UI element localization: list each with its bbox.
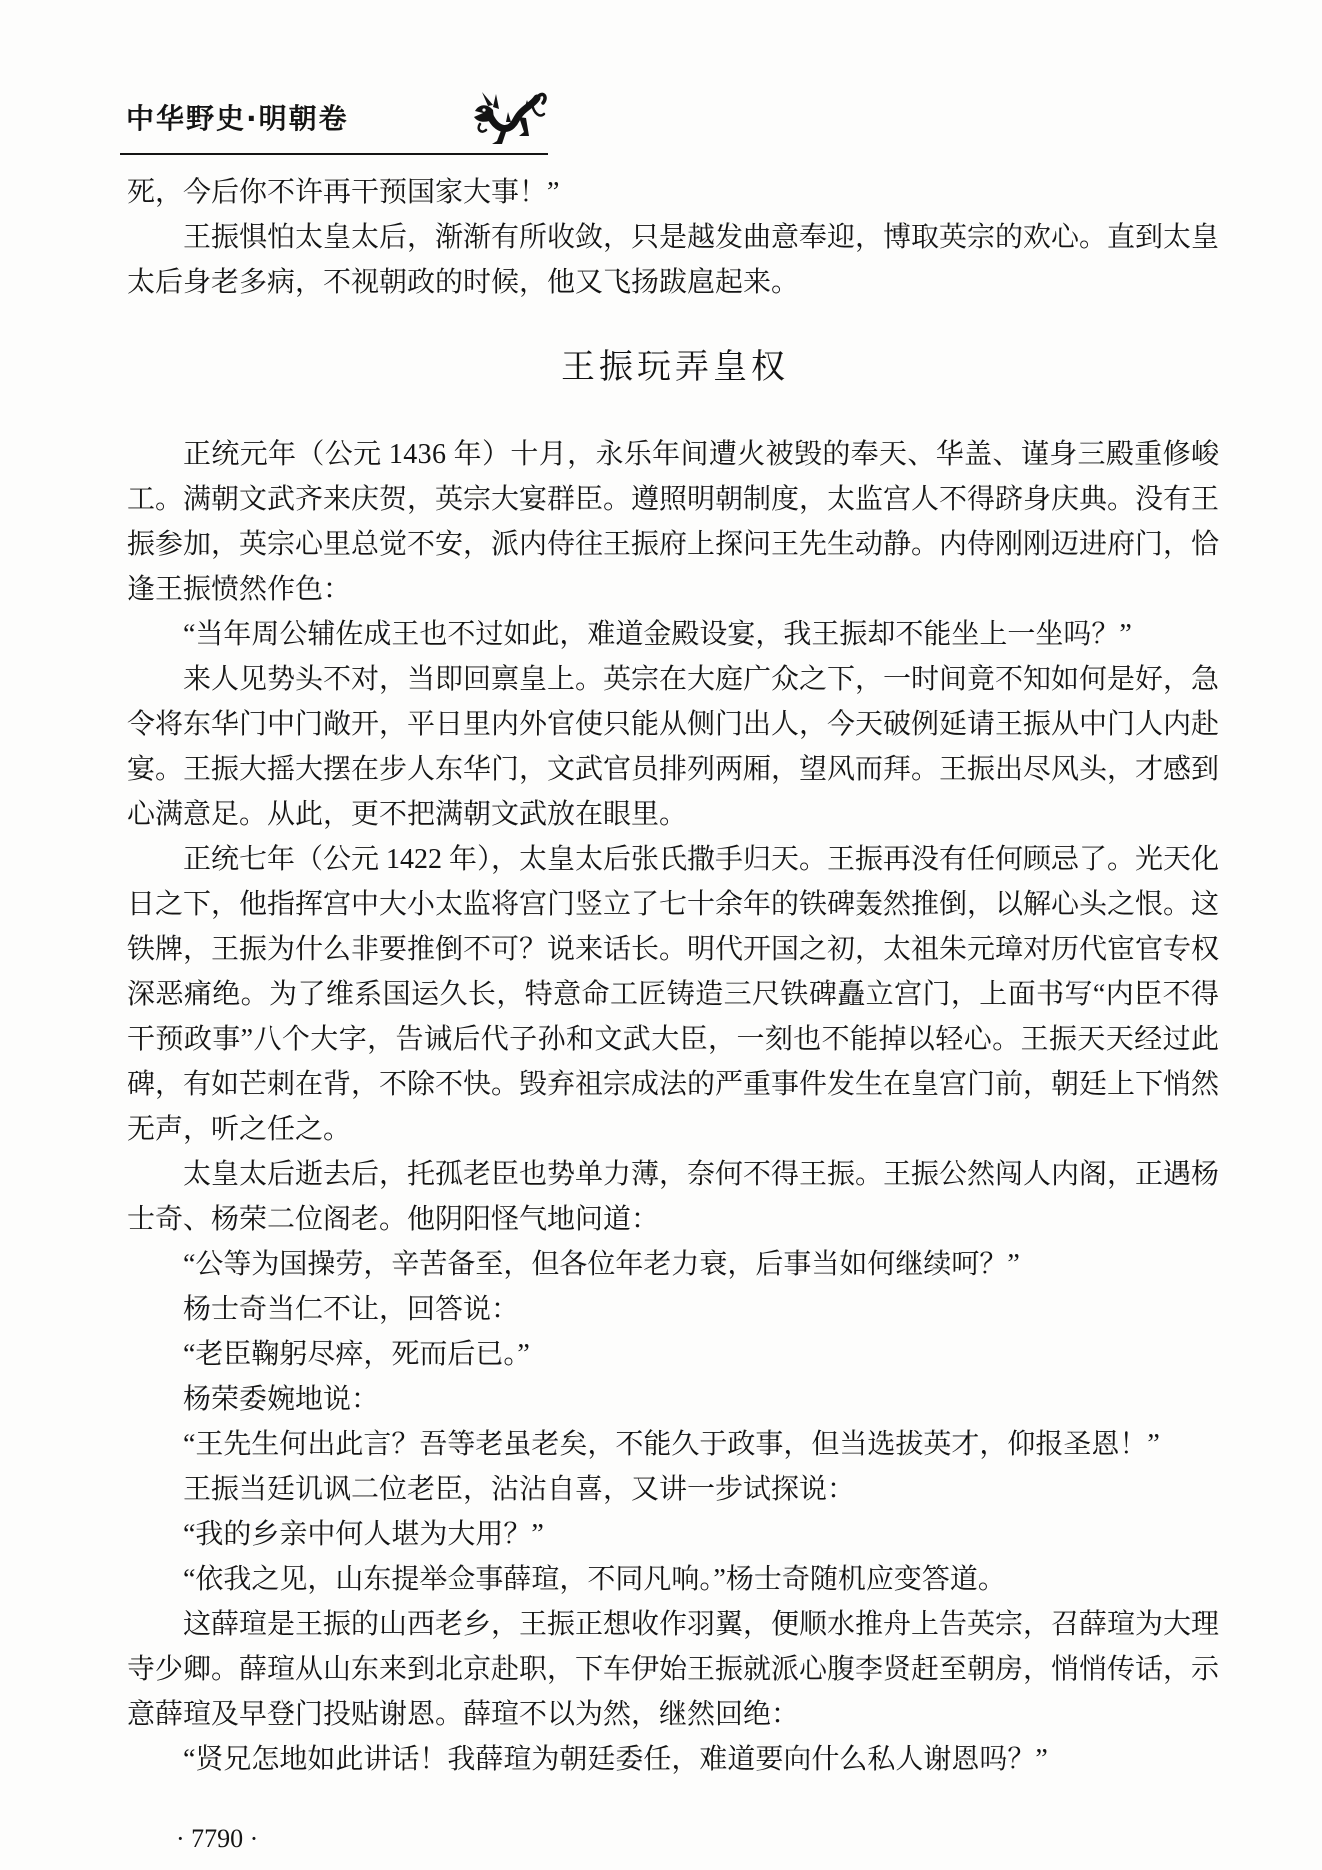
text-line: “依我之见，山东提举佥事薛瑄，不同凡响。”杨士奇随机应变答道。 bbox=[183, 1564, 1006, 1595]
text-line: 寺少卿。薛瑄从山东来到北京赴职，下车伊始王振就派心腹李贤赶至朝房，悄悄传话，示 bbox=[127, 1654, 1219, 1685]
text-line: 宴。王振大摇大摆在步人东华门，文武官员排列两厢，望风而拜。王振出尽风头，才感到 bbox=[127, 754, 1219, 785]
paragraph bbox=[127, 1152, 1219, 1242]
text-line: “王先生何出此言？吾等老虽老矣，不能久于政事，但当选拔英才，仰报圣恩！” bbox=[183, 1429, 1160, 1460]
text-line: 正统元年（公元 1436 年）十月，永乐年间遭火被毁的奉天、华盖、谨身三殿重修峻 bbox=[183, 439, 1220, 470]
section-title: 王振玩弄皇权 bbox=[561, 347, 789, 387]
paragraph bbox=[127, 215, 1219, 305]
text-line: 正统七年（公元 1422 年），太皇太后张氏撒手归天。王振再没有任何顾忌了。光天化 bbox=[183, 844, 1219, 875]
text-line: 王振当廷讥讽二位老臣，沾沾自喜，又讲一步试探说： bbox=[183, 1474, 856, 1505]
intro-text bbox=[127, 170, 1219, 305]
header-rule bbox=[120, 153, 548, 155]
text-line: 死，今后你不许再干预国家大事！” bbox=[127, 177, 560, 208]
text-line: “我的乡亲中何人堪为大用？” bbox=[183, 1519, 544, 1550]
text-line: 碑，有如芒刺在背，不除不快。毁弃祖宗成法的严重事件发生在皇宫门前，朝廷上下悄然 bbox=[127, 1069, 1219, 1100]
text-line: 令将东华门中门敞开，平日里内外官使只能从侧门出人，今天破例延请王振从中门人内赴 bbox=[127, 709, 1219, 740]
text-line: “当年周公辅佐成王也不过如此，难道金殿设宴，我王振却不能坐上一坐吗？” bbox=[183, 619, 1132, 650]
book-title: 中华野史·明朝卷 bbox=[126, 102, 349, 135]
text-line: 心满意足。从此，更不把满朝文武放在眼里。 bbox=[127, 799, 688, 830]
paragraph bbox=[127, 1287, 1219, 1332]
text-line: 杨士奇当仁不让，回答说： bbox=[183, 1294, 520, 1325]
text-line: 士奇、杨荣二位阁老。他阴阳怪气地问道： bbox=[127, 1204, 660, 1235]
text-line: 王振惧怕太皇太后，渐渐有所收敛，只是越发曲意奉迎，博取英宗的欢心。直到太皇 bbox=[183, 222, 1219, 253]
text-line: 铁牌，王振为什么非要推倒不可？说来话长。明代开国之初，太祖朱元璋对历代宦官专权 bbox=[127, 934, 1219, 965]
carryover-paragraph bbox=[127, 170, 1219, 215]
quotation-paragraph bbox=[127, 1512, 1219, 1557]
quotation-paragraph bbox=[127, 1422, 1219, 1467]
quotation-paragraph bbox=[127, 1332, 1219, 1377]
paragraph bbox=[127, 432, 1219, 612]
paragraph bbox=[127, 1467, 1219, 1512]
text-line: 工。满朝文武齐来庆贺，英宗大宴群臣。遵照明朝制度，太监宫人不得跻身庆典。没有王 bbox=[127, 484, 1219, 515]
text-line: 干预政事”八个大字，告诫后代子孙和文武大臣，一刻也不能掉以轻心。王振天天经过此 bbox=[127, 1024, 1220, 1055]
text-line: “老臣鞠躬尽瘁，死而后已。” bbox=[183, 1339, 530, 1370]
text-line: 日之下，他指挥宫中大小太监将宫门竖立了七十余年的铁碑轰然推倒，以解心头之恨。这 bbox=[127, 889, 1219, 920]
text-line: “公等为国操劳，辛苦备至，但各位年老力衰，后事当如何继续呵？” bbox=[183, 1249, 1020, 1280]
text-line: 太皇太后逝去后，托孤老臣也势单力薄，奈何不得王振。王振公然闯人内阁，正遇杨 bbox=[183, 1159, 1219, 1190]
text-line: 振参加，英宗心里总觉不安，派内侍往王振府上探问王先生动静。内侍刚刚迈进府门，恰 bbox=[127, 529, 1219, 560]
text-line: 来人见势头不对，当即回禀皇上。英宗在大庭广众之下，一时间竟不知如何是好，急 bbox=[183, 664, 1219, 695]
text-line: 逢王振愤然作色： bbox=[127, 574, 352, 605]
text-line: 杨荣委婉地说： bbox=[183, 1384, 380, 1415]
text-line: “贤兄怎地如此讲话！我薛瑄为朝廷委任，难道要向什么私人谢恩吗？” bbox=[183, 1744, 1048, 1775]
page-number: · 7790 · bbox=[176, 1824, 259, 1853]
text-line: 深恶痛绝。为了维系国运久长，特意命工匠铸造三尺铁碑矗立宫门，上面书写“内臣不得 bbox=[127, 979, 1220, 1010]
quotation-paragraph bbox=[127, 1242, 1219, 1287]
paragraph bbox=[127, 657, 1219, 837]
text-line: 太后身老多病，不视朝政的时候，他又飞扬跋扈起来。 bbox=[127, 267, 800, 298]
text-line: 无声，听之任之。 bbox=[127, 1114, 352, 1145]
paragraph bbox=[127, 837, 1219, 1152]
text-line: 这薛瑄是王振的山西老乡，王振正想收作羽翼，便顺水推舟上告英宗，召薛瑄为大理 bbox=[183, 1609, 1219, 1640]
dragon-logo-icon bbox=[472, 84, 548, 152]
quotation-paragraph bbox=[127, 1557, 1219, 1602]
section-body bbox=[127, 432, 1219, 1782]
quotation-paragraph bbox=[127, 612, 1219, 657]
text-line: 意薛瑄及早登门投贴谢恩。薛瑄不以为然，继然回绝： bbox=[127, 1699, 800, 1730]
running-header bbox=[0, 0, 1322, 160]
paragraph bbox=[127, 1602, 1219, 1737]
paragraph bbox=[127, 1377, 1219, 1422]
quotation-paragraph bbox=[127, 1737, 1219, 1782]
